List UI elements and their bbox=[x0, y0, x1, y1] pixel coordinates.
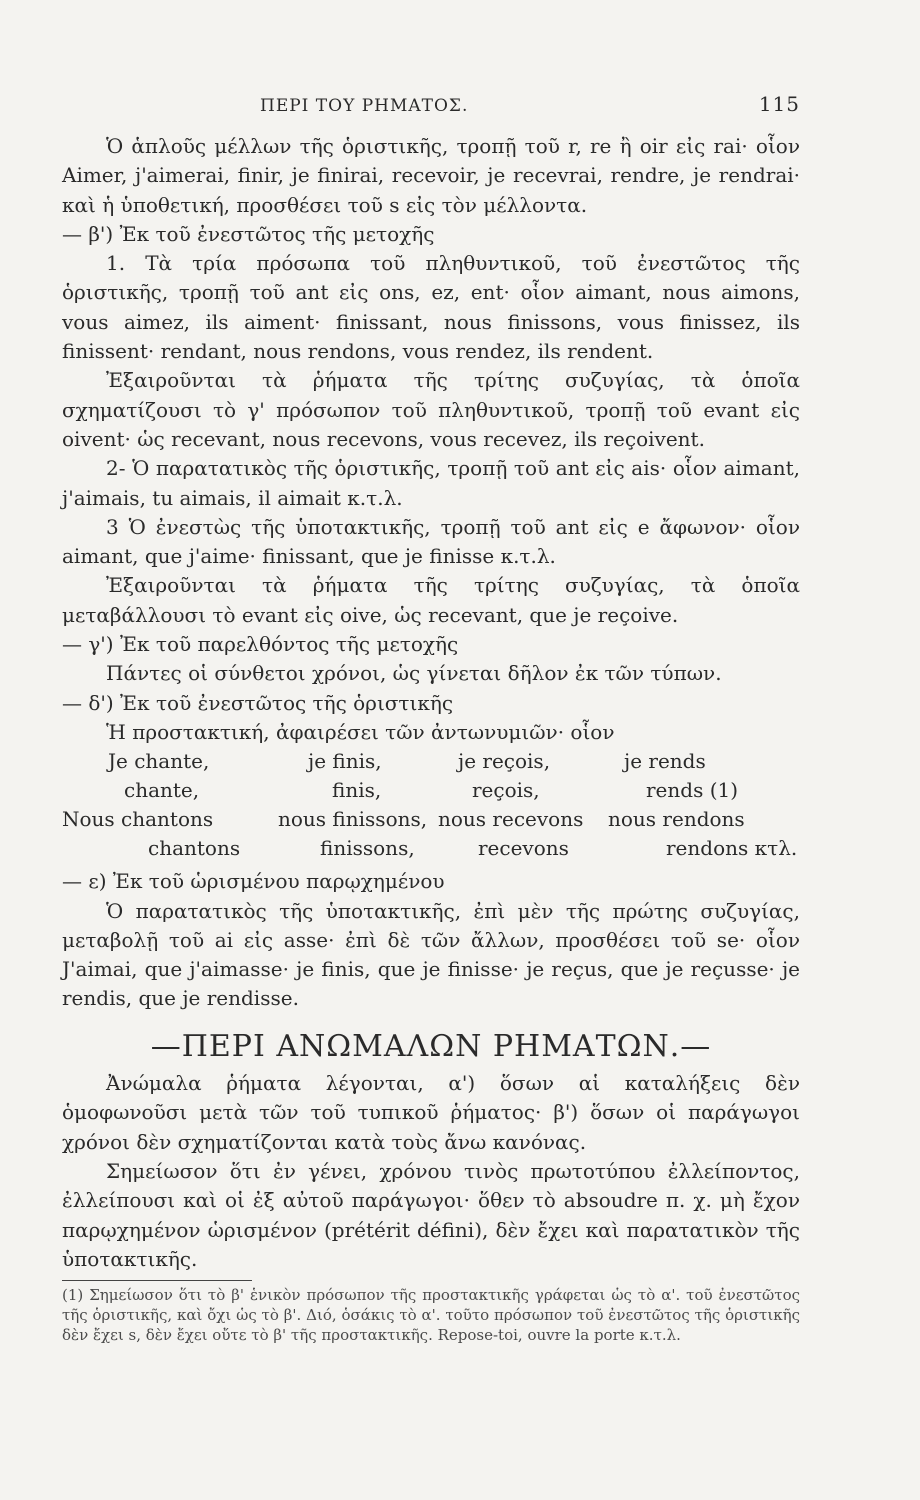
paragraph: Ἐξαιροῦνται τὰ ῥήματα τῆς τρίτης συζυγίας, τὰ ὁποῖα μεταβάλλουσι τὸ evant εἰς oive, ὡς recevant, que je reçoive. bbox=[62, 573, 800, 627]
table-cell: je reçois, bbox=[458, 749, 551, 774]
footnote-divider bbox=[62, 1280, 252, 1281]
table-cell: je rends bbox=[624, 749, 706, 774]
table-row bbox=[62, 747, 800, 776]
paragraph: 3 Ὁ ἐνεστὼς τῆς ὑποτακτικῆς, τροπῇ τοῦ ant εἰς e ἄφωνον· οἷον aimant, que j'aime· finissant, que je finisse κ.τ.λ. bbox=[62, 514, 800, 569]
section-title: —ΠΕΡΙ ΑΝΩΜΑΛΩΝ ΡΗΜΑΤΩΝ.— bbox=[150, 1028, 712, 1064]
table-cell: chantons bbox=[148, 836, 241, 861]
paragraph: Ὁ παρατατικὸς τῆς ὑποτακτικῆς, ἐπὶ μὲν τῆς πρώτης συζυγίας, μεταβολῇ τοῦ ai εἰς asse· ἐπὶ δὲ τῶν ἄλλων, προσθέσει τοῦ se· οἷον J'aimai, que j'aimasse· je finis, que je finisse· je reçus, que je reçusse· je rendis, que je rendisse. bbox=[62, 898, 800, 1011]
table-cell: nous recevons bbox=[438, 807, 584, 832]
table-cell: reçois, bbox=[472, 778, 540, 803]
table-cell: finissons, bbox=[320, 836, 415, 861]
table-row bbox=[62, 834, 800, 863]
page-body bbox=[62, 132, 800, 1345]
paragraph: Ἐξαιροῦνται τὰ ῥήματα τῆς τρίτης συζυγίας, τὰ ὁποῖα σχηματίζουσι τὸ γ' πρόσωπον τοῦ πληθυντικοῦ, τροπῇ τοῦ evant εἰς oivent· ὡς recevant, nous recevons, vous recevez, ils reçoivent. bbox=[62, 368, 800, 451]
table-cell: nous rendons bbox=[608, 807, 745, 832]
conjugation-table bbox=[62, 747, 800, 867]
page-number: 115 bbox=[758, 92, 800, 116]
paragraph: Ἀνώμαλα ῥήματα λέγονται, α') ὅσων αἱ καταλήξεις δὲν ὁμοφωνοῦσι μετὰ τῶν τοῦ τυπικοῦ ῥήματος· β') ὅσων οἱ παράγωγοι χρόνοι δὲν σχηματίζονται κατὰ τοὺς ἄνω κανόνας. bbox=[62, 1071, 800, 1154]
table-cell: Je chante, bbox=[108, 749, 210, 774]
table-cell: je finis, bbox=[308, 749, 382, 774]
table-cell: Nous chantons bbox=[62, 807, 214, 832]
paragraph: Ἡ προστακτική, ἀφαιρέσει τῶν ἀντωνυμιῶν· οἷον bbox=[106, 719, 615, 744]
footnote: (1) Σημείωσον ὅτι τὸ β' ἑνικὸν πρόσωπον τῆς προστακτικῆς γράφεται ὡς τὸ α'. τοῦ ἐνεστῶτος τῆς ὁριστικῆς, καὶ ὄχι ὡς τὸ β'. Διό, ὁσάκις τὸ α'. τοῦτο πρόσωπον τοῦ ἐνεστῶτος τῆς ὁριστικῆς δὲν ἔχει s, δὲν ἔχει οὔτε τὸ β' τῆς προστακτικῆς. Repose-toi, ouvre la porte κ.τ.λ. bbox=[62, 1286, 800, 1345]
paragraph: 2- Ὁ παρατατικὸς τῆς ὁριστικῆς, τροπῇ τοῦ ant εἰς ais· οἷον aimant, j'aimais, tu aimais, il aimait κ.τ.λ. bbox=[62, 456, 800, 510]
table-row bbox=[62, 776, 800, 805]
subsection-heading: — γ') Ἐκ τοῦ παρελθόντος τῆς μετοχῆς bbox=[62, 632, 459, 657]
table-cell: chante, bbox=[124, 778, 200, 803]
table-cell: recevons bbox=[478, 836, 569, 861]
paragraph: Σημείωσον ὅτι ἐν γένει, χρόνου τινὸς πρωτοτύπου ἐλλείποντος, ἐλλείπουσι καὶ οἱ ἐξ αὐτοῦ παράγωγοι· ὅθεν τὸ absoudre π. χ. μὴ ἔχον παρῳχημένον ὡρισμένον (prétérit défini), δὲν ἔχει καὶ παρατατικὸν τῆς ὑποτακτικῆς. bbox=[62, 1158, 800, 1271]
page-header bbox=[260, 92, 820, 122]
paragraph: Ὁ ἁπλοῦς μέλλων τῆς ὁριστικῆς, τροπῇ τοῦ r, re ἢ oir εἰς rai· οἷον Aimer, j'aimerai, finir, je finirai, recevoir, je recevrai, rendre, je rendrai· καὶ ἡ ὑποθετική, προσθέσει τοῦ s εἰς τὸν μέλλοντα. bbox=[62, 134, 800, 217]
paragraph: 1. Τὰ τρία πρόσωπα τοῦ πληθυντικοῦ, τοῦ ἐνεστῶτος τῆς ὁριστικῆς, τροπῇ τοῦ ant εἰς ons, ez, ent· οἷον aimant, nous aimons, vous aimez, ils aiment· finissant, nous finissons, vous finissez, ils finissent· rendant, nous rendons, vous rendez, ils rendent. bbox=[62, 251, 800, 364]
table-cell: nous finissons, bbox=[278, 807, 428, 832]
subsection-heading: — β') Ἐκ τοῦ ἐνεστῶτος τῆς μετοχῆς bbox=[62, 221, 435, 246]
table-cell: rends (1) bbox=[646, 778, 739, 803]
subsection-heading: — ε) Ἐκ τοῦ ὡρισμένου παρῳχημένου bbox=[62, 869, 445, 894]
subsection-heading: — δ') Ἐκ τοῦ ἐνεστῶτος τῆς ὁριστικῆς bbox=[62, 690, 454, 715]
running-title: ΠΕΡΙ ΤΟΥ ΡΗΜΑΤΟΣ. bbox=[260, 96, 469, 116]
table-cell: rendons κτλ. bbox=[666, 836, 798, 861]
table-cell: finis, bbox=[332, 778, 382, 803]
table-row bbox=[62, 805, 800, 834]
paragraph: Πάντες οἱ σύνθετοι χρόνοι, ὡς γίνεται δῆλον ἐκ τῶν τύπων. bbox=[106, 661, 722, 686]
